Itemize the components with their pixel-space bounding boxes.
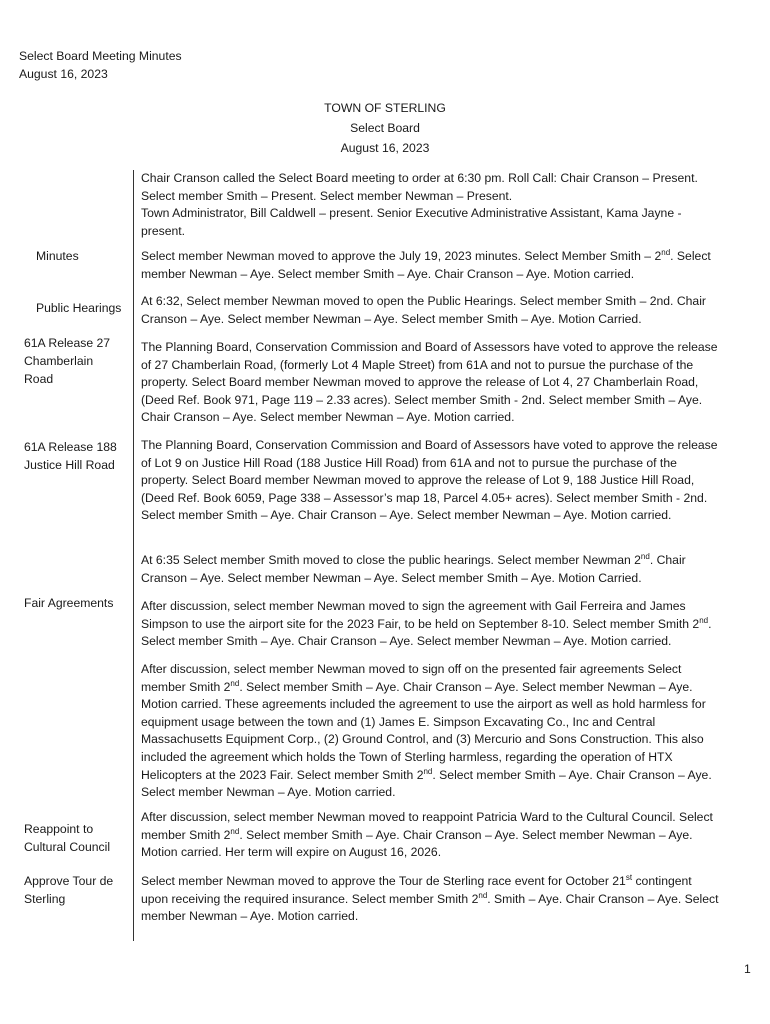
fair-agreement-2-paragraph (141, 661, 721, 802)
document-header (19, 47, 182, 83)
tour-text-b: contingent upon receiving the required insurance. Select member Smith 2 (141, 874, 692, 906)
tour-text-c: . Smith – Aye. Chair Cranson – Aye. Select member Newman – Aye. Motion carried. (141, 891, 719, 924)
board-name: Select Board (350, 121, 420, 135)
superscript: nd (423, 766, 433, 776)
close-hearings-paragraph (141, 552, 721, 587)
fair1-text-b: . Select member Smith – Aye. Chair Cranson – Aye. Select member Newman – Aye. Motion carried. (141, 616, 712, 649)
fair1-text-a: After discussion, select member Newman moved to sign the agreement with Gail Ferreira and James Simpson to use the airport site for the 2023 Fair, to be held on September 8-10. Select member Smith 2 (141, 599, 700, 631)
tour-paragraph (141, 873, 721, 926)
label-minutes: Minutes (36, 249, 79, 263)
header-title: Select Board Meeting Minutes (19, 49, 182, 63)
reappoint-text-a: After discussion, select member Newman moved to reappoint Patricia Ward to the Cultural Council. Select member Smith 2 (141, 810, 713, 842)
header-date: August 16, 2023 (19, 67, 108, 81)
vertical-divider (133, 170, 134, 941)
meeting-date: August 16, 2023 (340, 141, 430, 155)
minutes-text-b: . Select member Newman – Aye. Select member Smith – Aye. Chair Cranson – Aye. Motion carried. (141, 249, 711, 281)
superscript: nd (661, 247, 671, 257)
label-public-hearings: Public Hearings (36, 301, 122, 315)
fair2-text-a: After discussion, select member Newman moved to sign off on the presented fair agreements Select member Smith 2 (141, 662, 682, 694)
roll-call-paragraph (141, 170, 721, 240)
label-fair-agreements: Fair Agreements (24, 596, 114, 610)
fair2-text-b: . Select member Smith – Aye. Chair Cranson – Aye. Select member Newman – Aye. Motion carried. These agreements included the agreement to use the airport as well as hold harmless for equipment usage between the town and (1) James E. Simpson Excavating Co., Inc and Central Massachusetts Equipment Corp., (2) Ground Control, and (3) Mercurio and Sons Construction. This also included the agreement which holds the Town of Sterling harmless, regarding the operation of HTX Helicopters at the 2023 Fair. Select member Smith 2 (141, 679, 706, 782)
superscript: nd (640, 551, 650, 561)
hearings-paragraph: At 6:32, Select member Newman moved to open the Public Hearings. Select member Smith – 2nd. Chair Cranson – Aye. Select member Newman – Aye. Select member Smith – Aye. Motion Carried. (141, 294, 706, 326)
roll-call-text: Chair Cranson called the Select Board meeting to order at 6:30 pm. Roll Call: Chair Cranson – Present. Select member Smith – Present. Select member Newman – Present. (141, 171, 698, 203)
reappoint-text-b: . Select member Smith – Aye. Chair Cranson – Aye. Select member Newman – Aye. Motion carried. Her term will expire on August 16, 2026. (141, 827, 693, 860)
release-27-paragraph: The Planning Board, Conservation Commission and Board of Assessors have voted to approve the release of 27 Chamberlain Road, (formerly Lot 4 Maple Street) from 61A and not to pursue the purchase of the property. Select Board member Newman moved to approve the release of Lot 4, 27 Chamberlain Road, (Deed Ref. Book 971, Page 119 – 2.33 acres). Select member Smith - 2nd. Select member Smith – Aye. Chair Cranson – Aye. Select member Newman – Aye. Motion carried. (141, 340, 718, 425)
superscript: nd (699, 615, 709, 625)
label-release-27: 61A Release 27 Chamberlain Road (24, 336, 111, 386)
minutes-text-a: Select member Newman moved to approve the July 19, 2023 minutes. Select Member Smith – 2 (141, 249, 662, 263)
label-release-188: 61A Release 188 Justice Hill Road (24, 440, 117, 472)
superscript: nd (478, 890, 488, 900)
reappoint-paragraph (141, 809, 721, 862)
staff-text: Town Administrator, Bill Caldwell – present. Senior Executive Administrative Assistant, Kama Jayne - present. (141, 206, 682, 238)
close-text-b: . Chair Cranson – Aye. Select member Newman – Aye. Select member Smith – Aye. Motion Carried. (141, 553, 686, 585)
fair2-text-c: . Select member Smith – Aye. Chair Cranson – Aye. Select member Newman – Aye. Motion carried. (141, 767, 712, 800)
fair-agreement-1-paragraph (141, 598, 721, 651)
release-188-paragraph: The Planning Board, Conservation Commission and Board of Assessors have voted to approve the release of Lot 9 on Justice Hill Road (188 Justice Hill Road) from 61A and not to pursue the purchase of the property. Select Board member Newman moved to approve the release of Lot 9, 188 Justice Hill Road, (Deed Ref. Book 6059, Page 338 – Assessor’s map 18, Parcel 4.05+ acres). Select member Smith - 2nd. Select member Smith – Aye. Chair Cranson – Aye. Select member Newman – Aye. Motion carried. (141, 438, 718, 523)
minutes-paragraph (141, 248, 721, 283)
page-number: 1 (744, 962, 751, 976)
label-tour: Approve Tour de Sterling (24, 874, 114, 906)
superscript: nd (230, 826, 240, 836)
label-reappoint: Reappoint to Cultural Council (24, 822, 111, 854)
superscript: st (625, 872, 633, 882)
tour-text-a: Select member Newman moved to approve the Tour de Sterling race event for October 21 (141, 874, 626, 888)
town-name: TOWN OF STERLING (324, 101, 446, 115)
superscript: nd (230, 678, 240, 688)
center-title (0, 98, 770, 158)
close-text-a: At 6:35 Select member Smith moved to close the public hearings. Select member Newman 2 (141, 553, 641, 567)
